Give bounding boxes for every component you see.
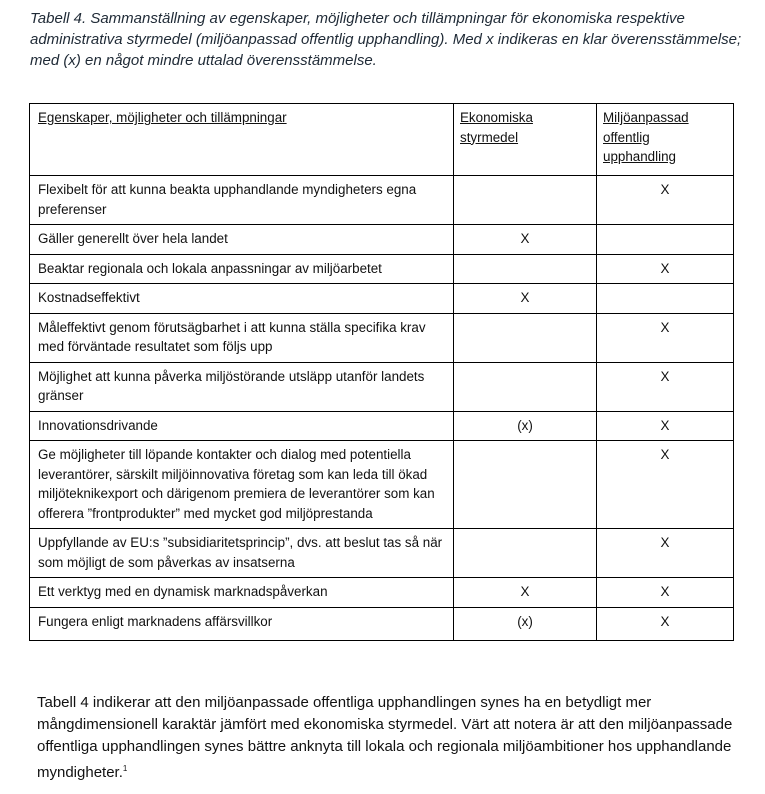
row-label: Kostnadseffektivt [30, 284, 454, 314]
cell-economic: (x) [454, 607, 597, 641]
header-economic-instruments: Ekonomiska styrmedel [454, 104, 597, 176]
row-label: Flexibelt för att kunna beakta upphandlande myndigheters egna preferenser [30, 176, 454, 225]
table-row [30, 313, 734, 362]
cell-procurement: X [597, 578, 734, 608]
cell-economic: X [454, 284, 597, 314]
table-row [30, 284, 734, 314]
cell-procurement: X [597, 529, 734, 578]
row-label: Gäller generellt över hela landet [30, 225, 454, 255]
row-label: Möjlighet att kunna påverka miljöstörande utsläpp utanför landets gränser [30, 362, 454, 411]
cell-economic: X [454, 578, 597, 608]
footnote-marker[interactable]: 1 [122, 764, 128, 773]
table-header-row [30, 104, 734, 176]
summary-table [29, 103, 734, 641]
table-row [30, 362, 734, 411]
cell-procurement: X [597, 607, 734, 641]
cell-economic [454, 441, 597, 529]
cell-procurement: X [597, 411, 734, 441]
cell-procurement: X [597, 441, 734, 529]
row-label: Innovationsdrivande [30, 411, 454, 441]
cell-economic: X [454, 225, 597, 255]
cell-procurement: X [597, 176, 734, 225]
row-label: Måleffektivt genom förutsägbarhet i att kunna ställa specifika krav med förväntade resultatet som följs upp [30, 313, 454, 362]
header-properties: Egenskaper, möjligheter och tillämpningar [30, 104, 454, 176]
table-row [30, 176, 734, 225]
row-label: Beaktar regionala och lokala anpassningar av miljöarbetet [30, 254, 454, 284]
table-row [30, 254, 734, 284]
table-row [30, 441, 734, 529]
cell-economic: (x) [454, 411, 597, 441]
cell-procurement: X [597, 313, 734, 362]
table-row [30, 225, 734, 255]
row-label: Ett verktyg med en dynamisk marknadspåverkan [30, 578, 454, 608]
cell-procurement [597, 284, 734, 314]
cell-procurement: X [597, 254, 734, 284]
cell-procurement [597, 225, 734, 255]
row-label: Uppfyllande av EU:s ”subsidiaritetsprincip”, dvs. att beslut tas så när som möjligt de som påverkas av insatserna [30, 529, 454, 578]
row-label: Fungera enligt marknadens affärsvillkor [30, 607, 454, 641]
cell-economic [454, 529, 597, 578]
table-caption: Tabell 4. Sammanställning av egenskaper, möjligheter och tillämpningar för ekonomiska respektive administrativa styrmedel (miljöanpassad offentlig upphandling). Med x indikeras en klar överensstämmelse; med (x) en något mindre uttalad överensstämmelse. [30, 10, 742, 69]
paragraph-text: Tabell 4 indikerar att den miljöanpassade offentliga upphandlingen synes ha en betydligt mer mångdimensionell karaktär jämfört med ekonomiska styrmedel. Värt att notera är att den miljöanpassade offentliga upphandlingen synes bättre anknyta till lokala och regionala miljöambitioner hos upphandlande myndigheter. [37, 694, 733, 781]
table-row [30, 578, 734, 608]
row-label: Ge möjligheter till löpande kontakter och dialog med potentiella leverantörer, särskilt miljöinnovativa företag som kan leda till ökad miljöteknikexport och därigenom premiera de leverantörer som kan offerera ”frontprodukter” med mycket god miljöprestanda [30, 441, 454, 529]
table-row [30, 411, 734, 441]
cell-procurement: X [597, 362, 734, 411]
cell-economic [454, 254, 597, 284]
cell-economic [454, 313, 597, 362]
cell-economic [454, 362, 597, 411]
body-paragraph [37, 692, 737, 784]
cell-economic [454, 176, 597, 225]
table-row [30, 607, 734, 641]
table-row [30, 529, 734, 578]
header-green-procurement: Miljöanpassad offentlig upphandling [597, 104, 734, 176]
